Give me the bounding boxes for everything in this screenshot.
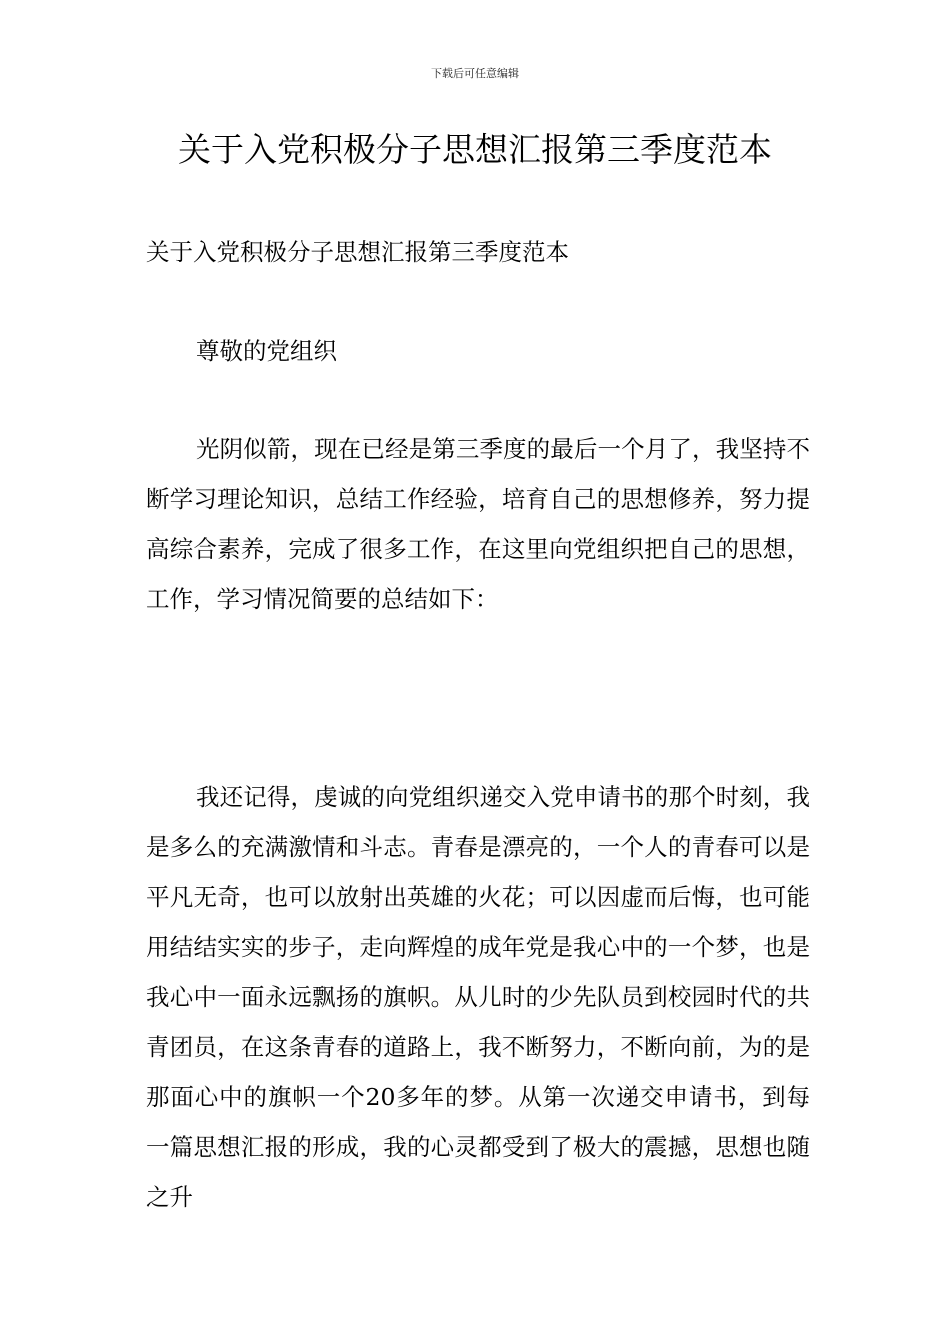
paragraph: 我还记得，虔诚的向党组织递交入党申请书的那个时刻，我是多么的充满激情和斗志。青春是漂亮的，一个人的青春可以是平凡无奇，也可以放射出英雄的火花；可以因虚而后悔，也可能用结结实实的步子，走向辉煌的成年党是我心中的一个梦，也是我心中一面永远飘扬的旗帜。从儿时的少先队员到校园时代的共青团员，在这条青春的道路上，我不断努力，不断向前，为的是那面心中的旗帜一个20多年的梦。从第一次递交申请书，到每一篇思想汇报的形成，我的心灵都受到了极大的震撼，思想也随之升: [146, 783, 810, 1211]
document-subtitle: 关于入党积极分子思想汇报第三季度范本: [146, 238, 569, 266]
document-title: 关于入党积极分子思想汇报第三季度范本: [178, 130, 772, 169]
header-note: 下载后可任意编辑: [431, 67, 519, 80]
paragraph: 光阴似箭，现在已经是第三季度的最后一个月了，我坚持不断学习理论知识，总结工作经验，培育自己的思想修养，努力提高综合素养，完成了很多工作，在这里向党组织把自己的思想，工作，学习情况简要的总结如下：: [146, 435, 810, 613]
salutation: 尊敬的党组织: [196, 337, 337, 365]
